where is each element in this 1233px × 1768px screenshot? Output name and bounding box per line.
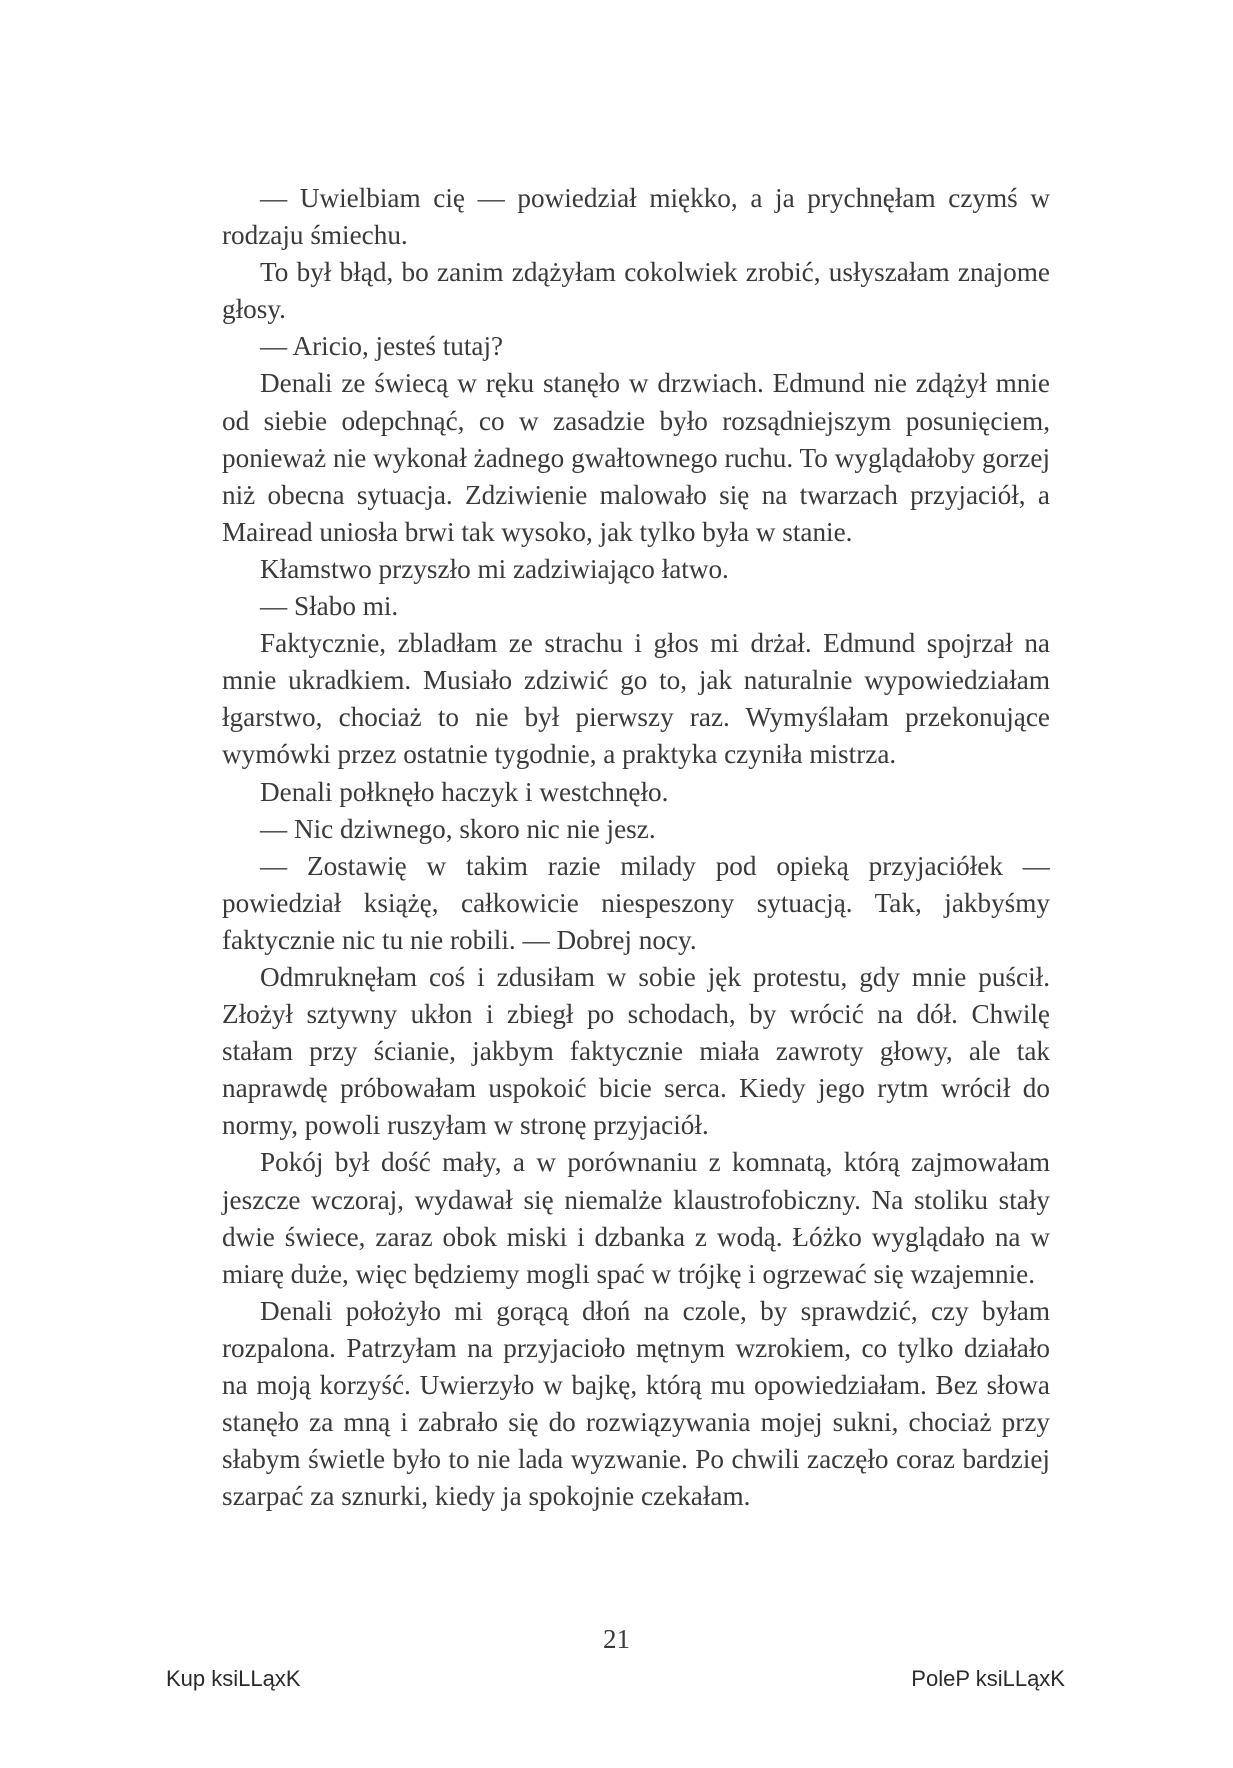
paragraph: To był błąd, bo zanim zdążyłam cokolwiek zrobić, usłyszałam znajome głosy. [222,257,1050,325]
paragraph: — Nic dziwnego, skoro nic nie jesz. [260,813,656,844]
paragraph: Denali położyło mi gorącą dłoń na czole, by sprawdzić, czy byłam rozpalona. Patrzyłam na przyjacioło mętnym wzrokiem, co tylko działało na moją korzyść. Uwierzyło w bajkę, którą mu opowiedziałam. Bez słowa stanęło za mną i zabrało się do rozwiązywania mojej sukni, chociaż przy słabym świetle było to nie lada wyzwanie. Po chwili zaczęło coraz bardziej szarpać za sznurki, kiedy ja spokojnie czekałam. [222,1295,1050,1512]
paragraph: — Zostawię w takim razie milady pod opieką przyjaciółek — powiedział książę, całkowicie niespeszony sytuacją. Tak, jakbyśmy faktycznie nic tu nie robili. — Dobrej nocy. [222,850,1050,955]
recommend-book-link[interactable]: PoleP ksiLLąxK [911,1666,1065,1691]
paragraph: Pokój był dość mały, a w porównaniu z komnatą, którą zajmowałam jeszcze wczoraj, wydawał się niemalże klaustrofobiczny. Na stoliku stały dwie świece, zaraz obok miski i dzbanka z wodą. Łóżko wyglądało na w miarę duże, więc będziemy mogli spać w trójkę i ogrzewać się wzajemnie. [222,1147,1050,1289]
paragraph: Denali połknęło haczyk i westchnęło. [260,776,669,807]
buy-book-link[interactable]: Kup ksiLLąxK [166,1666,301,1691]
paragraph: — Aricio, jesteś tutaj? [260,331,504,362]
paragraph: Denali ze świecą w ręku stanęło w drzwiach. Edmund nie zdążył mnie od siebie odepchnąć, co w zasadzie było rozsądniejszym posunięciem, ponieważ nie wykonał żadnego gwałtownego ruchu. To wyglądałoby gorzej niż obecna sytuacja. Zdziwienie malowało się na twarzach przyjaciół, a Mairead uniosła brwi tak wysoko, jak tylko była w stanie. [222,368,1050,547]
body-text [222,180,1050,1515]
paragraph: Faktycznie, zbladłam ze strachu i głos mi drżał. Edmund spojrzał na mnie ukradkiem. Musiało zdziwić go to, jak naturalnie wypowiedziałam łgarstwo, chociaż to nie był pierwszy raz. Wymyślałam przekonujące wymówki przez ostatnie tygodnie, a praktyka czyniła mistrza. [222,628,1050,770]
paragraph: Odmruknęłam coś i zdusiłam w sobie jęk protestu, gdy mnie puścił. Złożył sztywny ukłon i zbiegł po schodach, by wrócić na dół. Chwilę stałam przy ścianie, jakbym faktycznie miała zawroty głowy, ale tak naprawdę próbowałam uspokoić bicie serca. Kiedy jego rytm wrócił do normy, powoli ruszyłam w stronę przyjaciół. [222,961,1050,1141]
page-number: 21 [603,1624,630,1654]
paragraph: — Uwielbiam cię — powiedział miękko, a ja prychnęłam czymś w rodzaju śmiechu. [222,183,1050,251]
paragraph: Kłamstwo przyszło mi zadziwiająco łatwo. [260,553,729,584]
paragraph: — Słabo mi. [260,591,399,622]
